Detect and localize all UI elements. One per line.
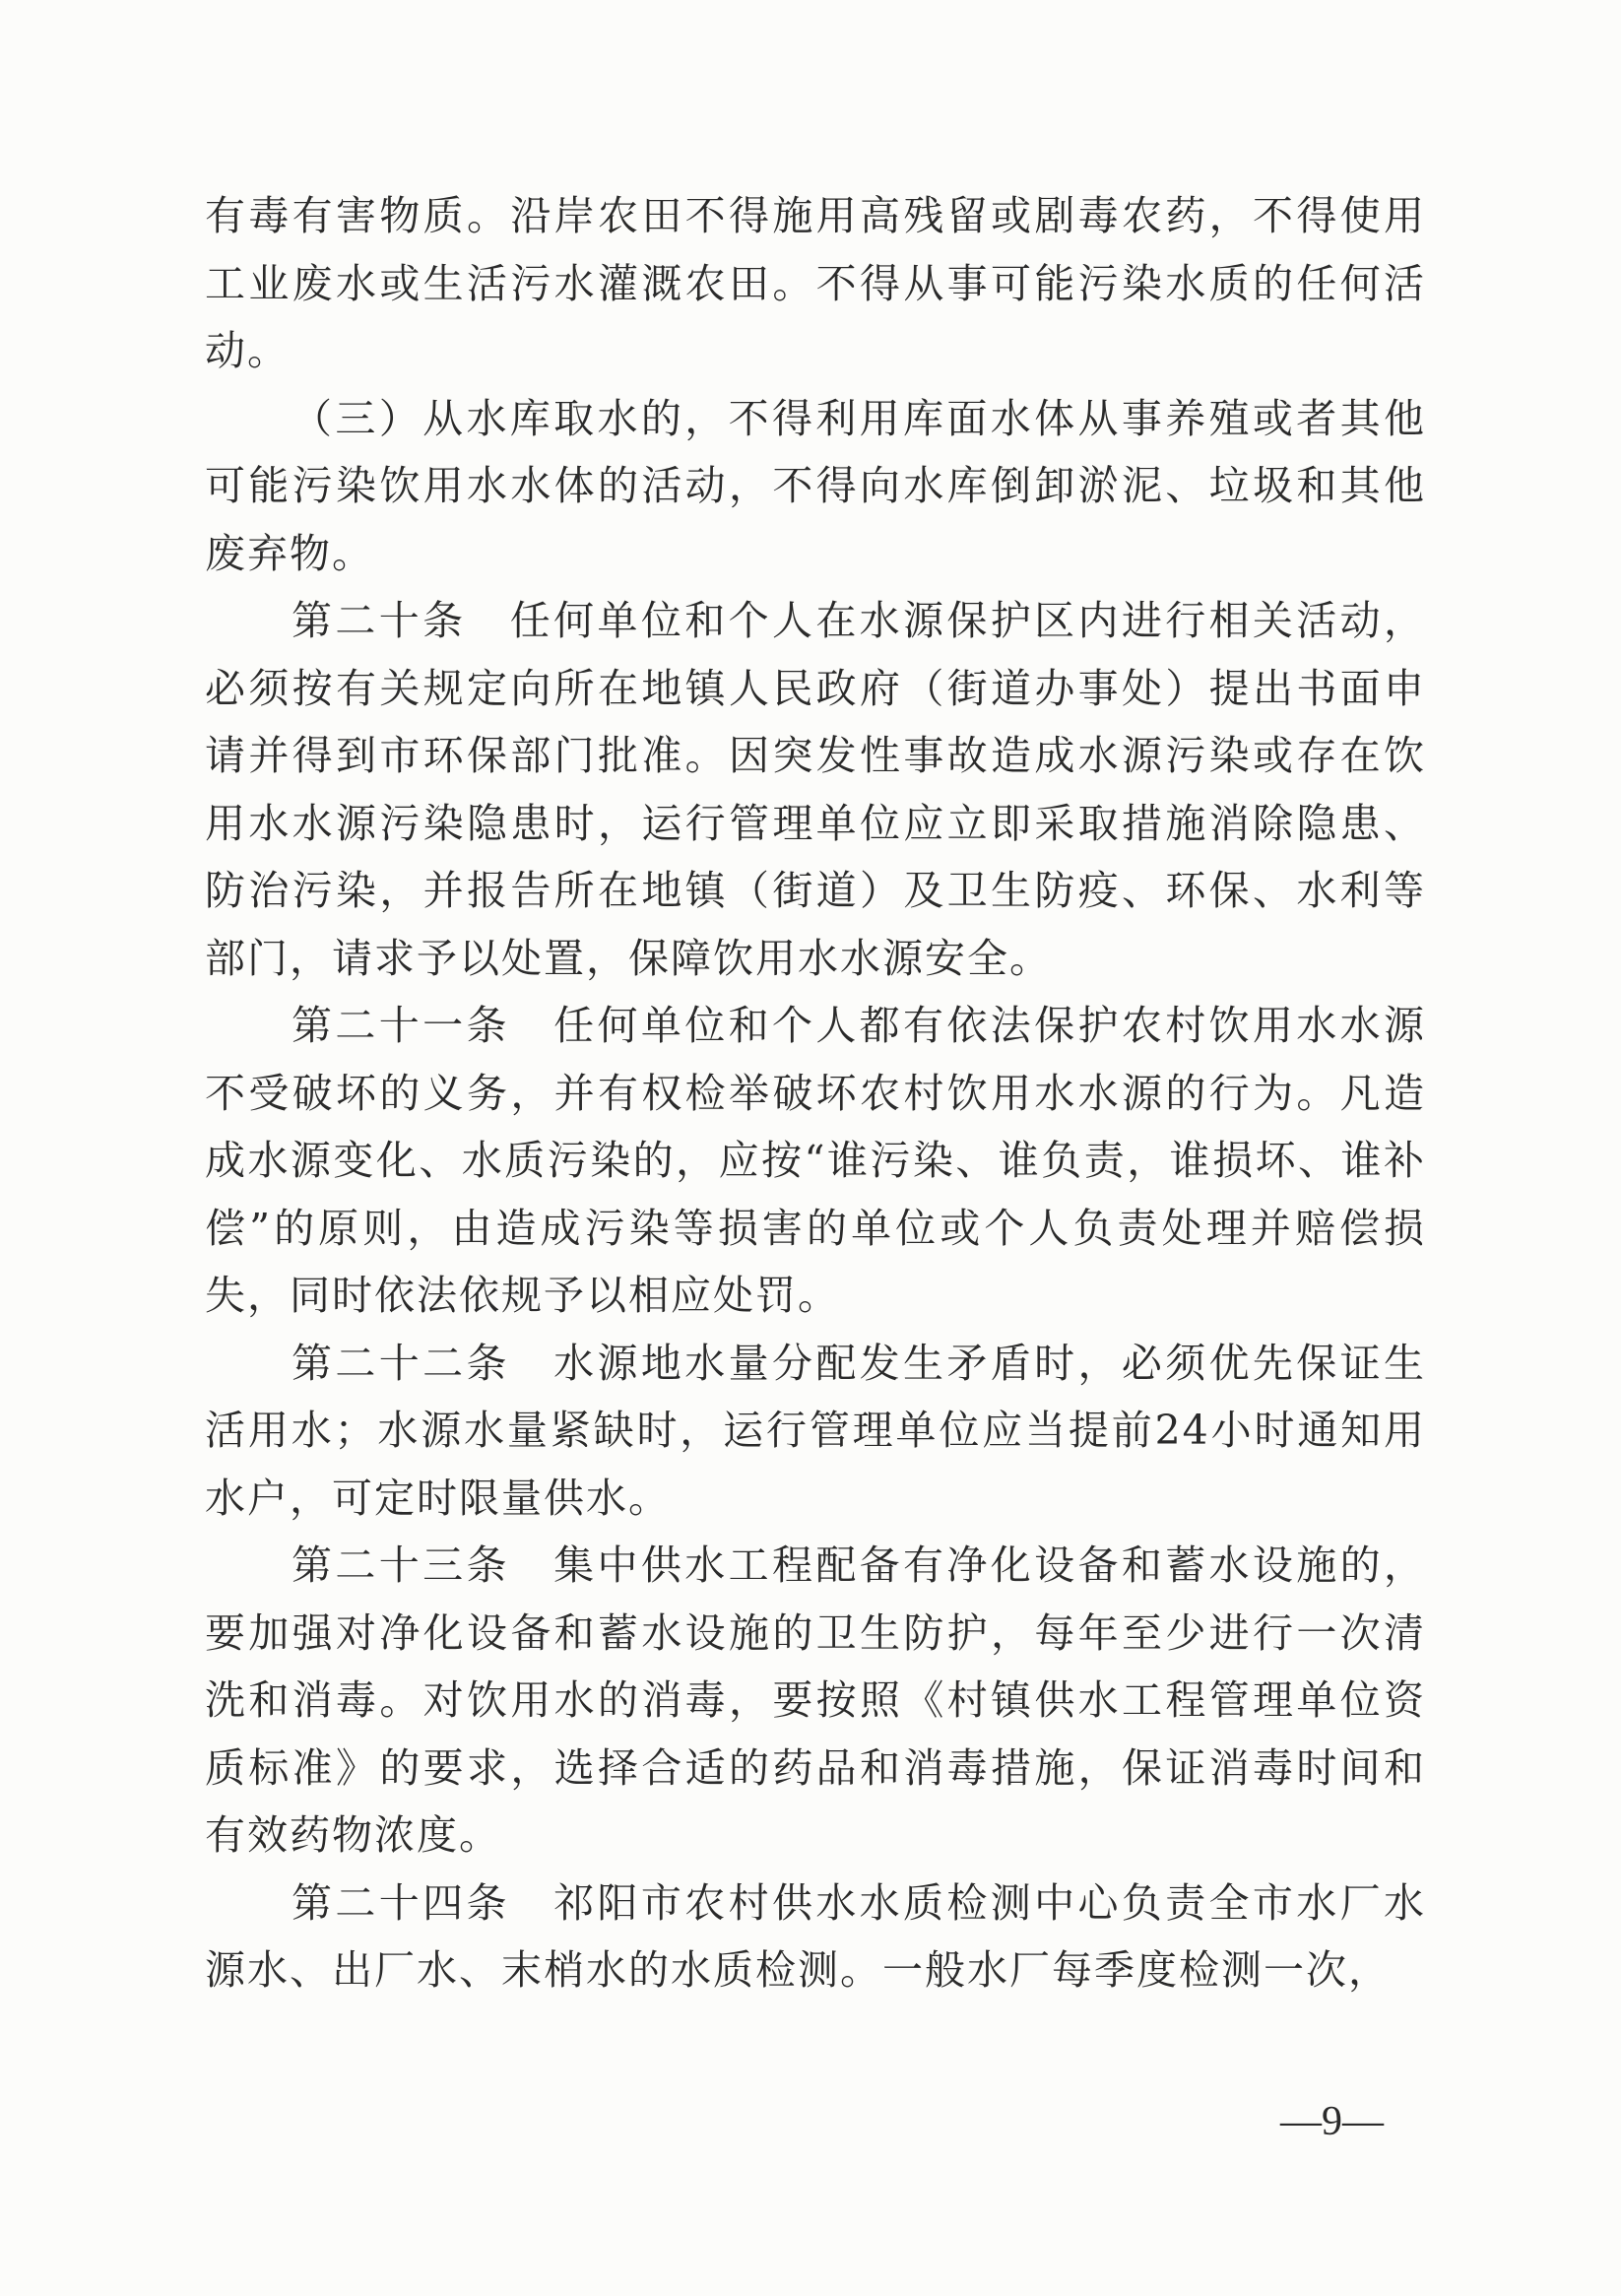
- body-text: [205, 182, 1426, 2004]
- paragraph-article-24: 第二十四条 祁阳市农村供水水质检测中心负责全市水厂水源水、出厂水、末梢水的水质检测。一般水厂每季度检测一次，: [205, 1878, 1426, 1994]
- paragraph-article-22: 第二十二条 水源地水量分配发生矛盾时，必须优先保证生活用水；水源水量紧缺时，运行管理单位应当提前24小时通知用水户，可定时限量供水。: [205, 1339, 1426, 1522]
- paragraph-article-21: 第二十一条 任何单位和个人都有依法保护农村饮用水水源不受破坏的义务，并有权检举破坏农村饮用水水源的行为。凡造成水源变化、水质污染的，应按“谁污染、谁负责，谁损坏、谁补偿”的原则，由造成污染等损害的单位或个人负责处理并赔偿损失，同时依法依规予以相应处罚。: [205, 1002, 1426, 1319]
- paragraph-continuation: 有毒有害物质。沿岸农田不得施用高残留或剧毒农药，不得使用工业废水或生活污水灌溉农田。不得从事可能污染水质的任何活动。: [205, 192, 1426, 374]
- paragraph-article-20: 第二十条 任何单位和个人在水源保护区内进行相关活动，必须按有关规定向所在地镇人民政府（街道办事处）提出书面申请并得到市环保部门批准。因突发性事故造成水源污染或存在饮用水水源污染隐患时，运行管理单位应立即采取措施消除隐患、防治污染，并报告所在地镇（街道）及卫生防疫、环保、水利等部门，请求予以处置，保障饮用水水源安全。: [205, 597, 1426, 982]
- paragraph-item-3: （三）从水库取水的，不得利用库面水体从事养殖或者其他可能污染饮用水水体的活动，不得向水库倒卸淤泥、垃圾和其他废弃物。: [205, 394, 1426, 577]
- paragraph-article-23: 第二十三条 集中供水工程配备有净化设备和蓄水设施的，要加强对净化设备和蓄水设施的卫生防护，每年至少进行一次清洗和消毒。对饮用水的消毒，要按照《村镇供水工程管理单位资质标准》的要求，选择合适的药品和消毒措施，保证消毒时间和有效药物浓度。: [205, 1542, 1426, 1859]
- page-number: —9—: [1280, 2099, 1384, 2144]
